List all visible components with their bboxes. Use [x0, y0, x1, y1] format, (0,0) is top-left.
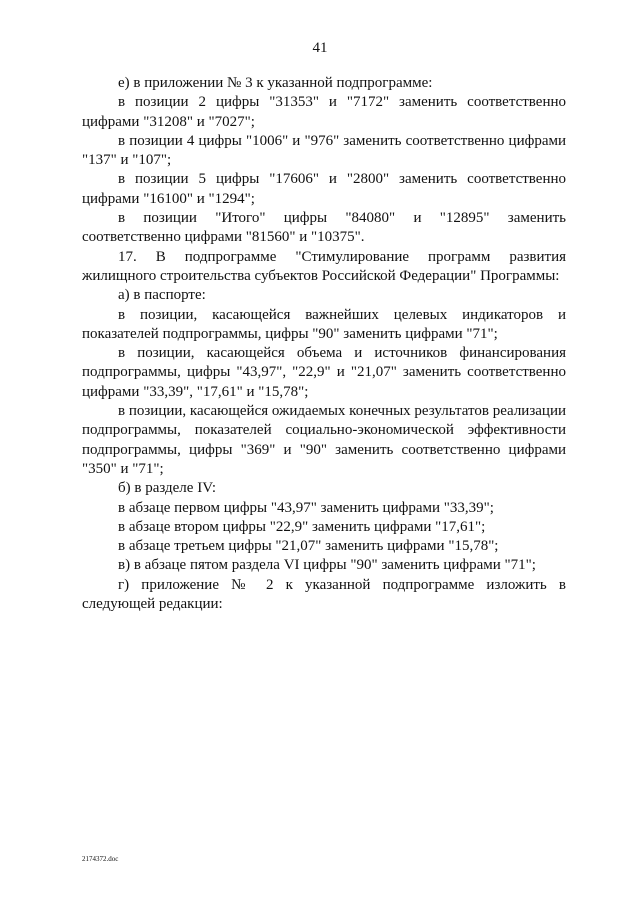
paragraph: в абзаце первом цифры "43,97" заменить цифрами "33,39"; [118, 499, 494, 516]
paragraph: в позиции, касающейся важнейших целевых индикаторов и показателей подпрограммы, цифры "90" заменить цифрами "71"; [82, 306, 566, 342]
paragraph: г) приложение № 2 к указанной подпрограмме изложить в следующей редакции: [82, 576, 566, 613]
footer-filename: 2174372.doc [82, 855, 119, 863]
paragraph: 17. В подпрограмме "Стимулирование программ развития жилищного строительства субъектов Российской Федерации" Программы: [82, 248, 566, 284]
paragraph: б) в разделе IV: [118, 480, 217, 497]
paragraph: е) в приложении № 3 к указанной подпрограмме: [118, 75, 433, 91]
paragraph: а) в паспорте: [118, 287, 206, 304]
paragraph: в позиции 5 цифры "17606" и "2800" заменить соответственно цифрами "16100" и "1294"; [82, 171, 566, 207]
paragraph: в) в абзаце пятом раздела VI цифры "90" заменить цифрами "71"; [118, 557, 536, 574]
paragraph: в абзаце втором цифры "22,9" заменить цифрами "17,61"; [118, 518, 486, 535]
paragraph: в позиции "Итого" цифры "84080" и "12895" заменить соответственно цифрами "81560" и "10375". [82, 210, 566, 246]
paragraph: в позиции 2 цифры "31353" и "7172" заменить соответственно цифрами "31208" и "7027"; [82, 94, 566, 130]
paragraph: в позиции, касающейся ожидаемых конечных результатов реализации подпрограммы, показателей социально-экономической эффективности подпрограммы, цифры "369" и "90" заменить соответственно цифрами "350" и "71"; [82, 403, 566, 477]
paragraph: в позиции 4 цифры "1006" и "976" заменить соответственно цифрами "137" и "107"; [82, 132, 566, 169]
paragraph: в абзаце третьем цифры "21,07" заменить цифрами "15,78"; [118, 538, 499, 555]
page-number: 41 [312, 40, 328, 56]
paragraph: в позиции, касающейся объема и источников финансирования подпрограммы, цифры "43,97", "22,9" и "21,07" заменить соответственно цифрами "33,39", "17,61" и "15,78"; [82, 345, 566, 400]
document-body [82, 74, 566, 614]
